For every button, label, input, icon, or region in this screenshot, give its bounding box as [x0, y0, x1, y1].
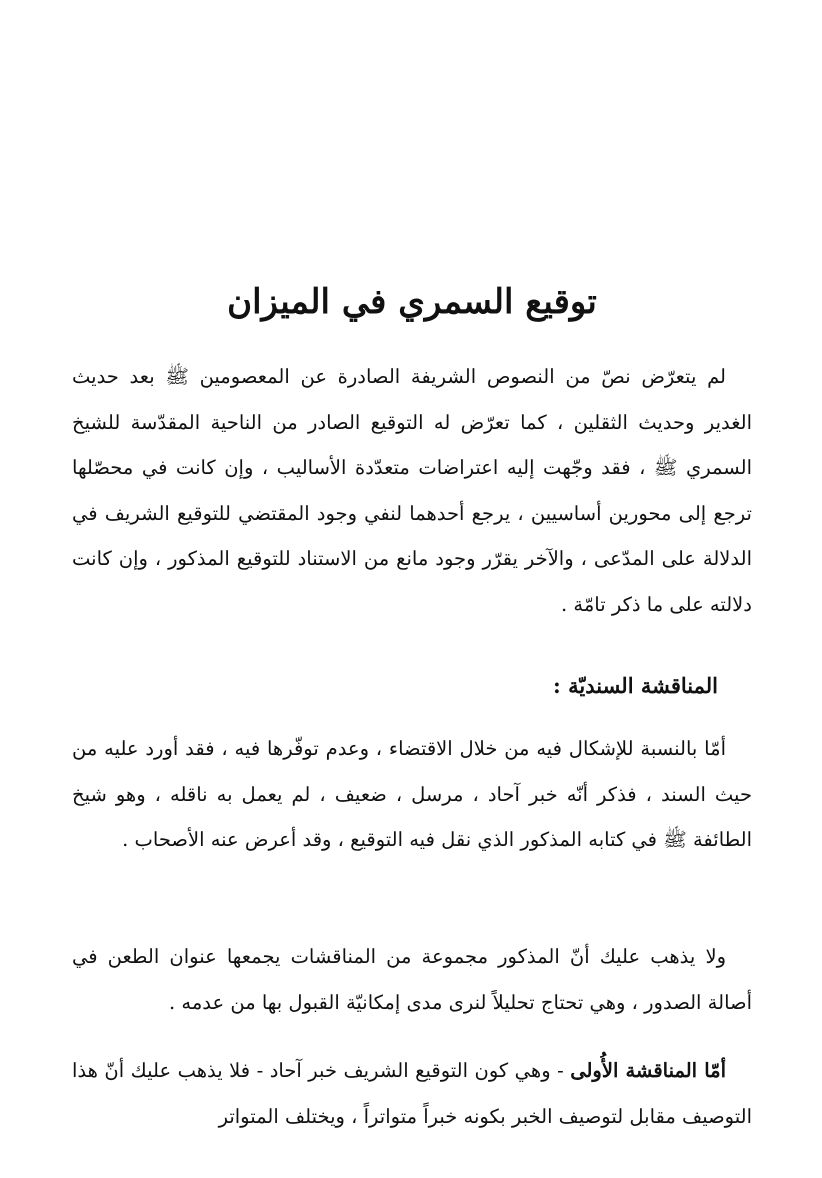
intro-paragraph: لم يتعرّض نصّ من النصوص الشريفة الصادرة عن المعصومين ﷺ بعد حديث الغدير وحديث الثقلين ، كما تعرّض له التوقيع الصادر من الناحية المقدّسة للشيخ السمري ﷺ ، فقد وجّهت إليه اعتراضات متعدّدة الأساليب ، وإن كانت في محصّلها ترجع إلى محورين أساسيين ، يرجع أحدهما لنفي وجود المقتضي للتوقيع الشريف في الدلالة على المدّعى ، والآخر يقرّر وجود مانع من الاستناد للتوقيع المذكور ، وإن كانت دلالته على ما ذكر تامّة .	[72, 365, 752, 616]
book-page	[72, 0, 752, 1178]
paragraph-3: ولا يذهب عليك أنّ المذكور مجموعة من المناقشات يجمعها عنوان الطعن في أصالة الصدور ، وهي تحتاج تحليلاً لنرى مدى إمكانيّة القبول بها من عدمه .	[72, 945, 752, 1014]
chapter-title: توقيع السمري في الميزان	[227, 282, 597, 322]
paragraph-2: أمّا بالنسبة للإشكال فيه من خلال الاقتضاء ، وعدم توفّرها فيه ، فقد أورد عليه من حيث السند ، فذكر أنّه خبر آحاد ، مرسل ، ضعيف ، لم يعمل به ناقله ، وهو شيخ الطائفة ﷺ في كتابه المذكور الذي نقل فيه التوقيع ، وقد أعرض عنه الأصحاب .	[72, 737, 752, 851]
section-heading: المناقشة السنديّة :	[553, 673, 718, 698]
paragraph-4-lead: أمّا المناقشة الأُولى	[570, 1059, 726, 1082]
paragraph-4-rest: - وهي كون التوقيع الشريف خبر آحاد - فلا يذهب عليك أنّ هذا التوصيف مقابل لتوصيف الخبر بكونه خبراً متواتراً ، ويختلف المتواتر	[72, 1059, 752, 1128]
paragraph-4	[72, 1048, 752, 1139]
